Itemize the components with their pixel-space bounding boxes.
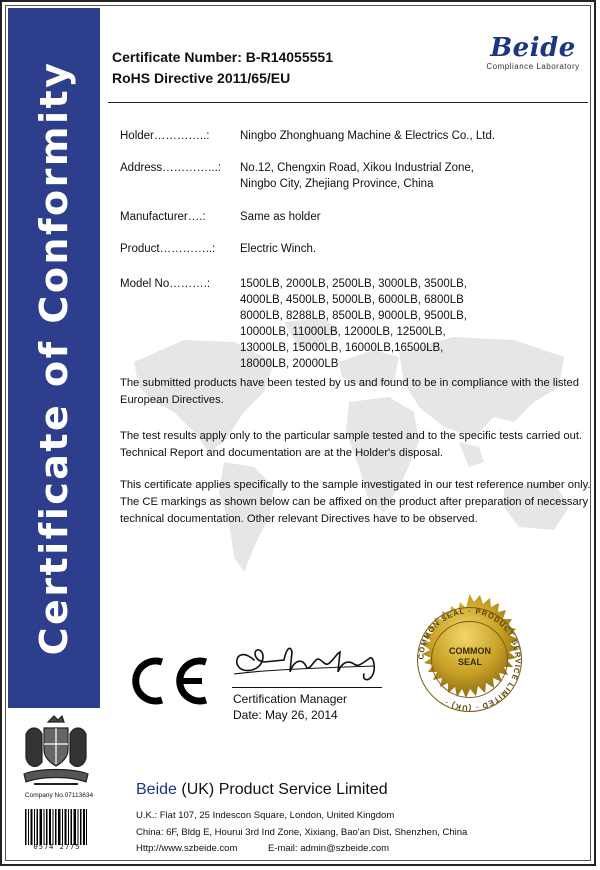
address-value [240, 160, 540, 192]
holder-label: Holder…………..: [120, 130, 210, 142]
test-results-paragraph [120, 428, 590, 462]
product-label: Product…………..: [120, 243, 216, 255]
ce-mark-icon [124, 652, 212, 710]
seal-center-text [442, 646, 498, 668]
royal-crest-icon [16, 714, 96, 792]
logo-subtitle: Compliance Laboratory [486, 62, 580, 71]
paragraph-line: The CE markings as shown below can be affixed on the product after preparation of necessary [120, 496, 589, 508]
company-name-rest: (UK) Product Service Limited [176, 781, 388, 798]
address-line: Ningbo City, Zhejiang Province, China [240, 178, 434, 190]
address-line: No.12, Chengxin Road, Xikou Industrial Zone, [240, 162, 474, 174]
product-line: Electric Winch. [240, 243, 317, 255]
signatory-role: Certification Manager [233, 692, 348, 706]
manufacturer-label: Manufacturer….: [120, 211, 206, 223]
seal-center [402, 592, 537, 727]
uk-address: U.K.: Flat 107, 25 Indescon Square, London, United Kingdom [136, 810, 395, 821]
paragraph-line: The submitted products have been tested by us and found to be in compliance with the listed [120, 377, 579, 389]
paragraph-line: technical documentation. Other relevant Directives have to be observed. [120, 513, 478, 525]
applicability-paragraph [120, 477, 590, 528]
model-line: 8000LB, 8288LB, 8500LB, 9000LB, 9500LB, [240, 310, 468, 322]
company-number: Company No.07113634 [24, 792, 94, 799]
paragraph-line: The test results apply only to the particular sample tested and to the specific tests carried out. [120, 430, 583, 442]
email-link[interactable]: E-mail: admin@szbeide.com [268, 843, 390, 854]
company-name [136, 781, 388, 799]
model-value [240, 276, 540, 372]
company-brand: Beide [136, 781, 177, 798]
seal-center-line: SEAL [457, 657, 482, 667]
directive: RoHS Directive 2011/65/EU [112, 70, 291, 86]
paragraph-line: European Directives. [120, 394, 224, 406]
certificate-header [112, 47, 333, 89]
barcode-icon [24, 806, 88, 848]
model-line: 18000LB, 20000LB [240, 358, 339, 370]
website-link[interactable]: Http://www.szbeide.com [136, 843, 238, 854]
paragraph-line: This certificate applies specifically to the sample investigated in our test reference number only. [120, 479, 591, 491]
china-address: China: 6F, Bldg E, Hourui 3rd Ind Zone, Xixiang, Bao'an Dist, Shenzhen, China [136, 827, 468, 838]
holder-value [240, 128, 540, 144]
certificate-number: Certificate Number: B-R14055551 [112, 49, 333, 65]
seal-center-line: COMMON [449, 646, 491, 656]
seal-ring-textpath: COMMON SEAL · PRODUCT SERVICE LIMITED · (UK) · [416, 606, 523, 713]
model-label: Model No……….: [120, 278, 211, 290]
side-title: Certificate of Conformity [32, 60, 76, 656]
model-line: 4000LB, 4500LB, 5000LB, 6000LB, 6800LB [240, 294, 464, 306]
holder-line: Ningbo Zhonghuang Machine & Electrics Co., Ltd. [240, 130, 496, 142]
model-line: 13000LB, 15000LB, 16000LB,16500LB, [240, 342, 444, 354]
address-label: Address…………...: [120, 162, 221, 174]
manager-signature [224, 630, 384, 686]
certificate-date: Date: May 26, 2014 [233, 708, 338, 722]
model-line: 10000LB, 11000LB, 12000LB, 12500LB, [240, 326, 446, 338]
beide-logo [478, 34, 588, 71]
header-divider [108, 102, 588, 103]
compliance-paragraph [120, 375, 590, 409]
manufacturer-line: Same as holder [240, 211, 321, 223]
product-value [240, 241, 540, 257]
manufacturer-value [240, 209, 540, 225]
barcode-number: 0574 2775 [33, 843, 81, 851]
model-line: 1500LB, 2000LB, 2500LB, 3000LB, 3500LB, [240, 278, 468, 290]
paragraph-line: Technical Report and documentation are at the Holder's disposal. [120, 447, 444, 459]
signature-line [232, 687, 382, 688]
logo-name: Beide [490, 33, 576, 63]
